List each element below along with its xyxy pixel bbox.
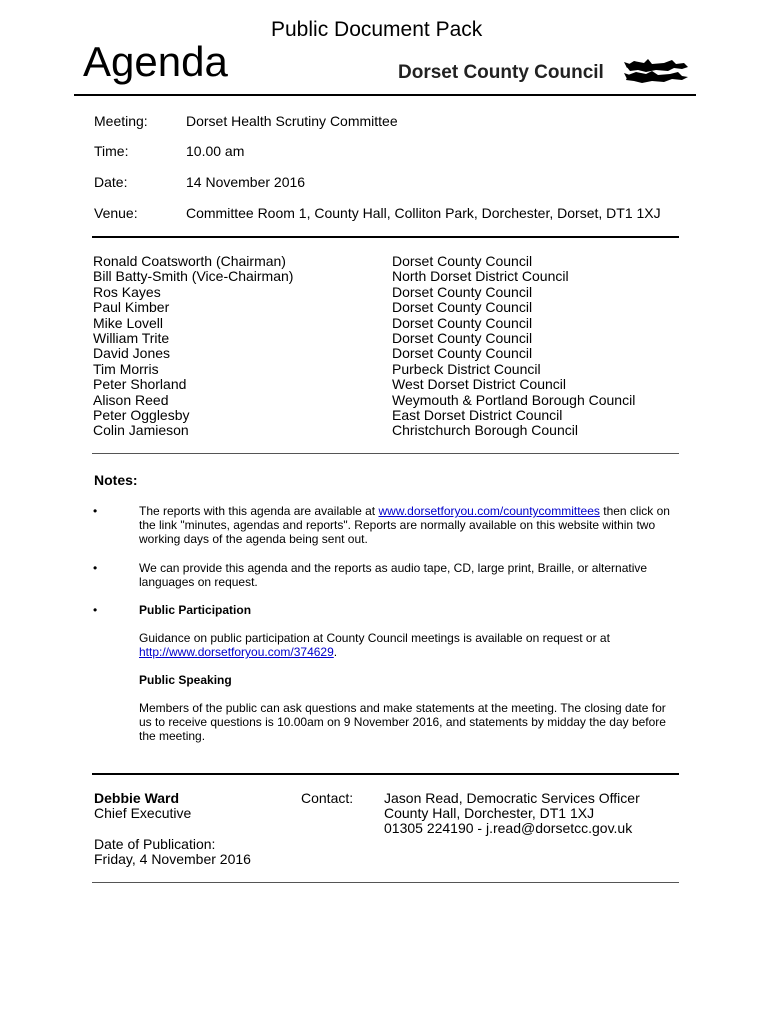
members-divider xyxy=(92,453,679,454)
time-label: Time: xyxy=(94,143,129,159)
participation-text xyxy=(139,631,679,659)
member-name: Peter Shorland xyxy=(93,376,187,393)
contact-line2: County Hall, Dorchester, DT1 1XJ xyxy=(384,805,595,821)
list-item xyxy=(93,393,679,408)
member-council: North Dorset District Council xyxy=(392,268,569,285)
member-name: Alison Reed xyxy=(93,391,169,408)
member-council: Purbeck District Council xyxy=(392,360,541,377)
contact-line3: 01305 224190 - j.read@dorsetcc.gov.uk xyxy=(384,820,633,836)
list-item xyxy=(93,254,679,269)
header-divider xyxy=(74,94,696,96)
date-value: 14 November 2016 xyxy=(186,174,306,190)
member-name: Ros Kayes xyxy=(93,283,161,300)
member-name: Colin Jamieson xyxy=(93,422,189,439)
member-council: West Dorset District Council xyxy=(392,376,567,393)
contact-line1: Jason Read, Democratic Services Officer xyxy=(384,790,640,806)
member-council: Dorset County Council xyxy=(392,253,533,269)
member-name: Ronald Coatsworth (Chairman) xyxy=(93,253,286,269)
list-item xyxy=(93,408,679,423)
publication-date: Friday, 4 November 2016 xyxy=(94,851,251,867)
chief-title: Chief Executive xyxy=(94,805,192,821)
committees-link[interactable]: www.dorsetforyou.com/countycommittees xyxy=(378,504,600,518)
list-item xyxy=(93,423,679,438)
council-name: Dorset County Council xyxy=(398,62,604,83)
meeting-value: Dorset Health Scrutiny Committee xyxy=(186,113,398,129)
list-item xyxy=(93,300,679,315)
members-list xyxy=(93,254,679,439)
chief-name: Debbie Ward xyxy=(94,790,180,806)
list-item xyxy=(93,331,679,346)
participation-link[interactable]: http://www.dorsetforyou.com/374629 xyxy=(139,645,334,659)
member-name: Bill Batty-Smith (Vice-Chairman) xyxy=(93,268,294,285)
note-formats: We can provide this agenda and the reports as audio tape, CD, large print, Braille, or alternative languages on request. xyxy=(139,561,648,589)
note-text: . xyxy=(333,645,338,659)
footer-divider xyxy=(92,882,679,883)
member-council: Dorset County Council xyxy=(392,299,533,316)
bullet-icon: • xyxy=(93,504,98,518)
notes-heading: Notes: xyxy=(94,472,138,488)
time-value: 10.00 am xyxy=(186,143,245,159)
speaking-text: Members of the public can ask questions and make statements at the meeting. The closing date for us to receive questions is 10.00am on 9 November 2016, and statements by midday the day before the meeting. xyxy=(139,701,666,743)
venue-value: Committee Room 1, County Hall, Colliton Park, Dorchester, Dorset, DT1 1XJ xyxy=(186,205,661,221)
member-council: Christchurch Borough Council xyxy=(392,422,578,439)
publication-label: Date of Publication: xyxy=(94,836,216,852)
list-item xyxy=(93,377,679,392)
list-item xyxy=(93,269,679,284)
member-name: Mike Lovell xyxy=(93,314,164,331)
member-name: Tim Morris xyxy=(93,360,159,377)
date-label: Date: xyxy=(94,174,128,190)
bullet-icon: • xyxy=(93,561,98,575)
note-text: The reports with this agenda are available at xyxy=(139,504,379,518)
participation-heading: Public Participation xyxy=(139,603,252,617)
note-reports xyxy=(139,504,679,546)
member-council: Dorset County Council xyxy=(392,345,533,362)
list-item xyxy=(93,346,679,361)
member-council: Dorset County Council xyxy=(392,283,533,300)
member-council: East Dorset District Council xyxy=(392,407,563,424)
member-council: Weymouth & Portland Borough Council xyxy=(392,391,636,408)
member-name: David Jones xyxy=(93,345,171,362)
bullet-icon: • xyxy=(93,603,98,617)
list-item xyxy=(93,362,679,377)
contact-label: Contact: xyxy=(301,790,354,806)
member-council: Dorset County Council xyxy=(392,314,533,331)
list-item xyxy=(93,285,679,300)
member-council: Dorset County Council xyxy=(392,330,533,347)
meeting-label: Meeting: xyxy=(94,113,148,129)
member-name: Paul Kimber xyxy=(93,299,170,316)
notes-divider xyxy=(92,773,679,775)
dorset-lions-crest-icon xyxy=(624,57,690,85)
note-text: then click on the link "minutes, agendas and reports". Reports are normally available on this website within two working days of the agenda being sent out. xyxy=(139,504,670,546)
speaking-heading: Public Speaking xyxy=(139,673,232,687)
venue-label: Venue: xyxy=(94,205,138,221)
pack-title: Public Document Pack xyxy=(271,18,483,41)
page-title: Agenda xyxy=(83,38,228,85)
note-text: Guidance on public participation at County Council meetings is available on request or at xyxy=(139,631,610,645)
list-item xyxy=(93,316,679,331)
member-name: William Trite xyxy=(93,330,170,347)
details-divider xyxy=(92,236,679,238)
member-name: Peter Ogglesby xyxy=(93,407,190,424)
